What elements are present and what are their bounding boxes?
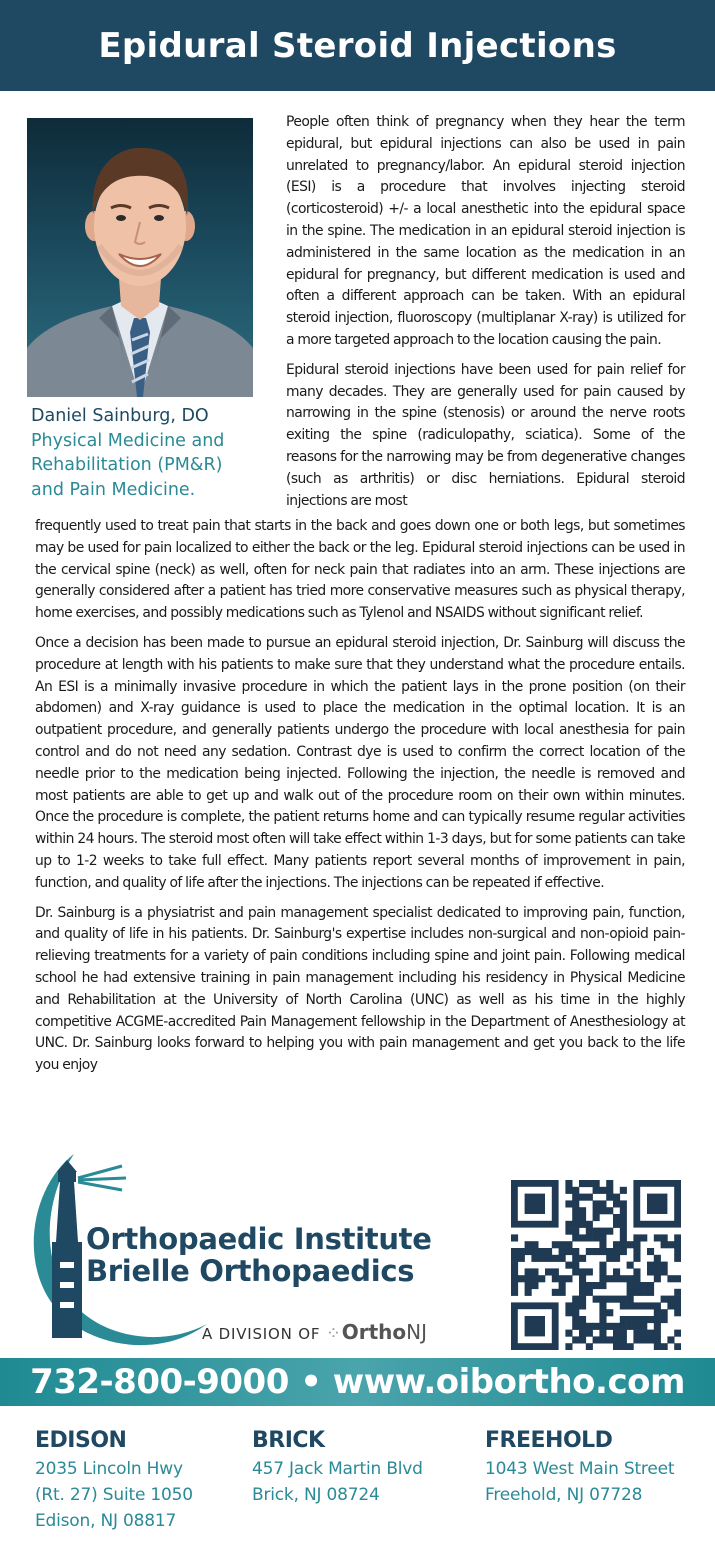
qr-module [661,1234,668,1241]
qr-module [511,1268,518,1275]
qr-module [667,1296,674,1303]
qr-module [599,1268,606,1275]
qr-module [674,1275,681,1282]
page-header [0,0,715,91]
qr-module [545,1268,552,1275]
qr-module [579,1180,586,1187]
qr-module [654,1336,661,1343]
qr-module [559,1241,566,1248]
practice-logo [22,1152,492,1357]
qr-module [613,1255,620,1262]
qr-module [613,1248,620,1255]
doctor-title-line: Rehabilitation (PM&R) [31,455,223,475]
qr-module [620,1234,627,1241]
location-city: FREEHOLD [485,1428,613,1453]
qr-module [559,1255,566,1262]
qr-module [674,1302,681,1309]
qr-module [647,1336,654,1343]
qr-module [613,1241,620,1248]
qr-module [586,1323,593,1330]
qr-module [572,1207,579,1214]
qr-module [606,1275,613,1282]
qr-module [647,1248,654,1255]
qr-module [633,1248,640,1255]
intro-paragraph: Epidural steroid injections have been used for pain relief for many decades. They are generally used for pain caused by narrowing in the spine (stenosis) or around the nerve roots exiting the spine (radiculopathy, sciatica). Some of the reasons for the narrowing may be from degenerative changes (such as arthritis) or disc herniations. Epidural steroid injections are most [286,361,685,509]
qr-module [579,1255,586,1262]
qr-module [633,1275,640,1282]
location-address-line: 2035 Lincoln Hwy [35,1459,183,1479]
qr-module [620,1187,627,1194]
qr-finder-pattern [525,1316,545,1336]
qr-module [640,1302,647,1309]
qr-module [511,1248,518,1255]
intro-column [286,112,685,512]
qr-module [599,1228,606,1235]
qr-module [525,1282,532,1289]
qr-module [531,1268,538,1275]
qr-module [552,1289,559,1296]
doctor-name: Daniel Sainburg, DO [31,406,209,426]
qr-module [586,1248,593,1255]
qr-module [606,1207,613,1214]
qr-module [620,1316,627,1323]
qr-module [593,1336,600,1343]
qr-module [565,1221,572,1228]
qr-module [674,1343,681,1350]
qr-module [593,1228,600,1235]
qr-module [613,1330,620,1337]
location-address-line: 1043 West Main Street [485,1459,675,1479]
qr-module [633,1289,640,1296]
qr-module [633,1336,640,1343]
qr-module [613,1343,620,1350]
orthonj-dots-icon: ⁘ [325,1323,342,1344]
qr-module [525,1268,532,1275]
qr-module [525,1289,532,1296]
qr-module [627,1241,634,1248]
qr-module [654,1330,661,1337]
qr-module [572,1302,579,1309]
qr-module [620,1302,627,1309]
qr-module [579,1316,586,1323]
qr-module [565,1180,572,1187]
qr-module [559,1248,566,1255]
qr-module [633,1282,640,1289]
qr-module [538,1275,545,1282]
qr-module [674,1234,681,1241]
qr-module [586,1228,593,1235]
qr-module [633,1323,640,1330]
qr-module [613,1296,620,1303]
qr-module [599,1323,606,1330]
qr-module [613,1323,620,1330]
qr-module [511,1255,518,1262]
qr-module [518,1275,525,1282]
qr-module [674,1309,681,1316]
qr-module [572,1336,579,1343]
qr-module [593,1323,600,1330]
qr-module [579,1302,586,1309]
qr-module [565,1330,572,1337]
qr-module [661,1296,668,1303]
qr-module [565,1248,572,1255]
qr-module [599,1248,606,1255]
qr-module [599,1262,606,1269]
qr-module [647,1262,654,1269]
qr-module [579,1289,586,1296]
division-line [202,1320,427,1344]
body-paragraph: Once a decision has been made to pursue an epidural steroid injection, Dr. Sainburg will discuss the procedure at length with his patients to make sure that they understand what the procedure entails. An ESI is a minimally invasive procedure in which the patient lays in the prone position (on their abdomen) and X-ray guidance is used to place the medication in the optimal location. It is an outpatient procedure, and generally patients undergo the procedure with local anesthesia for pain control and do not need any sedation. Contrast dye is used to confirm the correct location of the needle prior to the medication being injected. Following the injection, the needle is removed and most patients are able to get up and walk out of the procedure room on their own within minutes. Once the procedure is complete, the patient returns home and can typically resume regular activities within 24 hours. The steroid most often will take effect within 1-3 days, but for some patients can take up to 1-2 weeks to take full effect. Many patients report several months of improvement in pain, function, and quality of life after the injections. The injections can be repeated if effective. [35,634,685,891]
location-city: EDISON [35,1428,127,1453]
qr-module [579,1194,586,1201]
qr-module [511,1234,518,1241]
qr-module [599,1234,606,1241]
qr-module [572,1323,579,1330]
qr-module [593,1214,600,1221]
qr-module [633,1241,640,1248]
qr-module [613,1275,620,1282]
qr-module [620,1330,627,1337]
qr-module [627,1282,634,1289]
qr-module [627,1289,634,1296]
qr-module [654,1323,661,1330]
qr-module [613,1200,620,1207]
qr-module [586,1343,593,1350]
qr-module [579,1296,586,1303]
qr-module [647,1316,654,1323]
qr-module [654,1302,661,1309]
qr-module [559,1282,566,1289]
intro-paragraph: People often think of pregnancy when they hear the term epidural, but epidural injections can also be used in pain unrelated to pregnancy/labor. An epidural steroid injection (ESI) is a procedure that involves injecting steroid (corticosteroid) +/- a local anesthetic into the epidural space in the spine. The medication in an epidural steroid injection is administered in the same location as the medication in an epidural for pregnancy, but different medication is used and often a different approach can be taken. With an epidural steroid injection, fluoroscopy (multiplanar X-ray) is utilized for a more targeted approach to the location causing the pain. [286,114,685,348]
qr-module [654,1343,661,1350]
qr-module [627,1302,634,1309]
qr-module [599,1309,606,1316]
qr-module [599,1275,606,1282]
qr-module [654,1316,661,1323]
location-address-line: Brick, NJ 08724 [252,1485,380,1505]
qr-module [606,1255,613,1262]
qr-module [633,1302,640,1309]
qr-module [654,1275,661,1282]
division-prefix: A DIVISION OF [202,1325,321,1343]
qr-module [593,1248,600,1255]
qr-module [552,1275,559,1282]
qr-module [572,1262,579,1269]
portrait-illustration [27,118,253,397]
qr-module [586,1234,593,1241]
qr-module [647,1289,654,1296]
qr-module [606,1323,613,1330]
location-address-line: (Rt. 27) Suite 1050 [35,1485,193,1505]
qr-module [620,1214,627,1221]
qr-module [640,1330,647,1337]
doctor-caption [31,404,266,502]
qr-module [661,1262,668,1269]
qr-module [620,1275,627,1282]
qr-module [559,1275,566,1282]
orthonj-brand-bold: Ortho [341,1320,407,1344]
doctor-title-line: and Pain Medicine. [31,479,196,500]
qr-module [627,1323,634,1330]
qr-module [674,1289,681,1296]
qr-module [654,1262,661,1269]
qr-module [599,1330,606,1337]
qr-module [606,1187,613,1194]
qr-module [640,1336,647,1343]
qr-module [545,1255,552,1262]
qr-module [593,1187,600,1194]
page-title: Epidural Steroid Injections [98,25,617,66]
qr-finder-pattern [647,1194,667,1214]
qr-module [586,1289,593,1296]
logo-line-2: Brielle Orthopaedics [86,1254,415,1288]
qr-module [579,1221,586,1228]
qr-module [627,1262,634,1269]
doctor-title-line: Physical Medicine and [31,430,225,451]
body-paragraph: frequently used to treat pain that starts in the back and goes down one or both legs, but sometimes may be used for pain localized to either the back or the leg. Epidural steroid injections can be used in the cervical spine (neck) as well, often for neck pain that radiates into an arm. These injections are generally considered after a patient has tried more conservative measures such as physical therapy, home exercises, and possibly medications such as Tylenol and NSAIDS without significant relief. [35,518,685,622]
qr-module [606,1336,613,1343]
qr-module [565,1228,572,1235]
qr-module [579,1268,586,1275]
qr-module [572,1316,579,1323]
qr-module [674,1296,681,1303]
qr-module [572,1200,579,1207]
qr-module [640,1234,647,1241]
contact-band [0,1358,715,1406]
qr-module [620,1323,627,1330]
location-address-line: 457 Jack Martin Blvd [252,1459,423,1479]
qr-module [531,1282,538,1289]
qr-module [633,1268,640,1275]
qr-module [599,1336,606,1343]
qr-module [667,1241,674,1248]
qr-module [620,1200,627,1207]
qr-module [593,1234,600,1241]
qr-module [511,1275,518,1282]
qr-module [565,1241,572,1248]
qr-module [579,1234,586,1241]
qr-module [633,1330,640,1337]
qr-module [572,1268,579,1275]
qr-module [572,1228,579,1235]
qr-module [552,1268,559,1275]
body-paragraph: Dr. Sainburg is a physiatrist and pain management specialist dedicated to improving pain, function, and quality of life in his patients. Dr. Sainburg's expertise includes non-surgical and non-opioid pain-relieving treatments for a variety of pain conditions including spine and joint pain. Following medical school he had extensive training in pain management including his residency in Physical Medicine and Rehabilitation at the University of North Carolina (UNC) as well as his time in the highly competitive ACGME-accredited Pain Management fellowship in the Department of Anesthesiology at UNC. Dr. Sainburg looks forward to helping you with pain management and get you back to the life you enjoy [35,904,685,1074]
qr-module [586,1194,593,1201]
qr-module [579,1336,586,1343]
qr-module [606,1228,613,1235]
qr-code-icon[interactable] [511,1180,681,1350]
orthonj-brand-light: NJ [406,1320,427,1344]
qr-module [565,1200,572,1207]
qr-module [647,1330,654,1337]
qr-finder-pattern [525,1194,545,1214]
qr-module [667,1275,674,1282]
qr-module [620,1248,627,1255]
qr-module [620,1221,627,1228]
qr-module [627,1343,634,1350]
qr-module [531,1275,538,1282]
qr-module [511,1282,518,1289]
qr-module [633,1316,640,1323]
qr-module [613,1268,620,1275]
qr-module [579,1323,586,1330]
qr-module [565,1309,572,1316]
qr-module [613,1221,620,1228]
qr-module [613,1214,620,1221]
qr-module [606,1248,613,1255]
qr-module [640,1316,647,1323]
qr-module [586,1268,593,1275]
qr-module [627,1316,634,1323]
qr-module [531,1248,538,1255]
qr-module [565,1302,572,1309]
qr-module [525,1248,532,1255]
qr-module [511,1262,518,1269]
qr-module [572,1255,579,1262]
article-body [35,516,685,1077]
qr-module [579,1214,586,1221]
logo-line-1: Orthopaedic Institute [86,1222,432,1256]
location-brick [252,1426,423,1508]
qr-module [545,1248,552,1255]
qr-module [654,1268,661,1275]
qr-module [579,1275,586,1282]
qr-module [565,1262,572,1269]
qr-module [599,1200,606,1207]
qr-module [627,1296,634,1303]
qr-module [620,1336,627,1343]
qr-module [572,1187,579,1194]
qr-module [572,1194,579,1201]
qr-module [620,1241,627,1248]
qr-module [593,1207,600,1214]
qr-module [538,1248,545,1255]
qr-module [599,1241,606,1248]
qr-module [613,1194,620,1201]
qr-module [552,1241,559,1248]
qr-module [586,1282,593,1289]
qr-module [593,1180,600,1187]
qr-module [572,1221,579,1228]
qr-module [606,1296,613,1303]
qr-module [654,1255,661,1262]
doctor-portrait-icon [27,118,253,397]
qr-module [674,1248,681,1255]
qr-module [579,1330,586,1337]
qr-module [620,1343,627,1350]
qr-module [667,1302,674,1309]
qr-module [661,1309,668,1316]
qr-module [647,1282,654,1289]
qr-module [654,1234,661,1241]
location-city: BRICK [252,1428,325,1453]
qr-module [572,1296,579,1303]
qr-module [518,1255,525,1262]
qr-module [654,1309,661,1316]
qr-module [586,1180,593,1187]
qr-module [613,1336,620,1343]
qr-module [633,1234,640,1241]
qr-module [565,1343,572,1350]
qr-module [565,1187,572,1194]
qr-module [606,1309,613,1316]
qr-code-graphic [511,1180,681,1350]
qr-module [572,1248,579,1255]
qr-module [593,1282,600,1289]
qr-module [627,1275,634,1282]
qr-module [586,1330,593,1337]
qr-module [586,1221,593,1228]
qr-module [518,1248,525,1255]
contact-line[interactable]: 732-800-9000 • www.oibortho.com [30,1362,685,1402]
location-address-line: Freehold, NJ 07728 [485,1485,643,1505]
qr-module [531,1241,538,1248]
qr-module [674,1255,681,1262]
qr-module [647,1268,654,1275]
qr-module [667,1336,674,1343]
qr-module [599,1316,606,1323]
qr-module [511,1289,518,1296]
qr-module [572,1309,579,1316]
qr-module [620,1228,627,1235]
qr-module [525,1275,532,1282]
qr-module [538,1255,545,1262]
qr-module [572,1214,579,1221]
qr-module [572,1234,579,1241]
qr-module [674,1241,681,1248]
qr-module [620,1207,627,1214]
qr-module [620,1296,627,1303]
qr-module [661,1268,668,1275]
qr-module [593,1200,600,1207]
qr-module [661,1316,668,1323]
qr-module [559,1289,566,1296]
qr-module [525,1241,532,1248]
qr-module [661,1343,668,1350]
qr-module [531,1255,538,1262]
qr-module [565,1275,572,1282]
qr-module [606,1194,613,1201]
qr-module [599,1296,606,1303]
location-address-line: Edison, NJ 08817 [35,1511,177,1531]
qr-module [552,1255,559,1262]
qr-module [606,1180,613,1187]
qr-module [599,1302,606,1309]
qr-module [579,1207,586,1214]
qr-module [640,1289,647,1296]
qr-module [599,1282,606,1289]
location-freehold [485,1426,674,1508]
qr-module [579,1282,586,1289]
qr-module [661,1241,668,1248]
location-edison [35,1426,193,1534]
qr-module [593,1296,600,1303]
qr-module [633,1255,640,1262]
qr-module [599,1187,606,1194]
qr-module [674,1330,681,1337]
qr-module [647,1302,654,1309]
qr-module [640,1282,647,1289]
qr-module [640,1323,647,1330]
qr-module [599,1207,606,1214]
